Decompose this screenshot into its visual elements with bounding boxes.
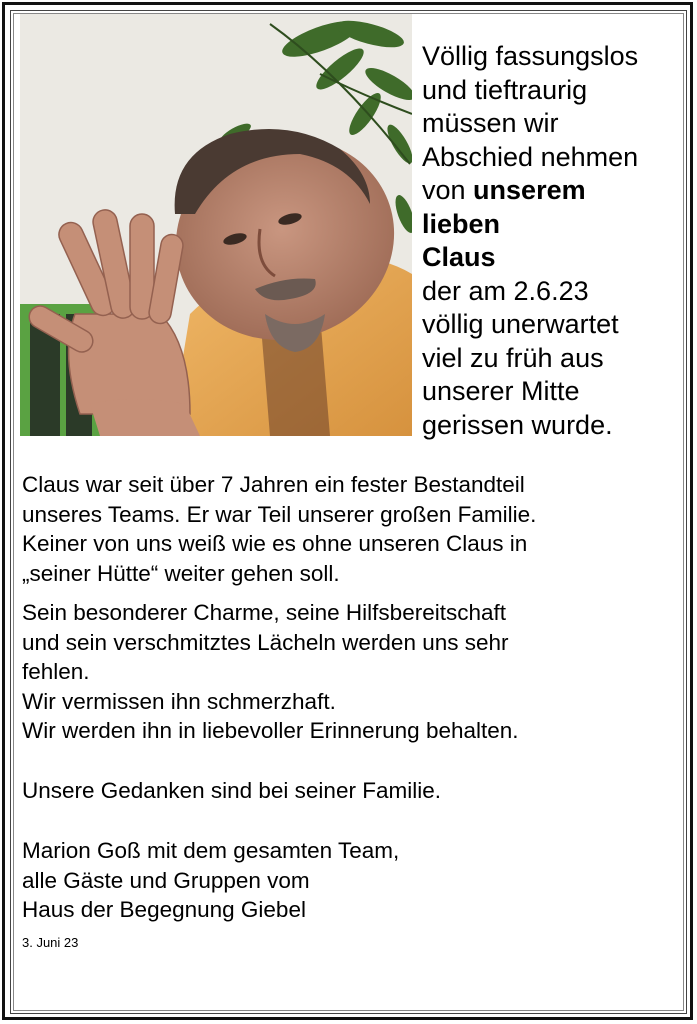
- headline-line-8: der am 2.6.23: [422, 275, 589, 306]
- headline-line-3: müssen wir: [422, 108, 559, 138]
- headline-line-10: viel zu früh aus: [422, 342, 604, 373]
- paragraph-1: [22, 470, 682, 588]
- paragraph-2-line-2: und sein verschmitztes Lächeln werden uns sehr: [22, 629, 509, 655]
- paragraph-1-line-4: „seiner Hütte“ weiter gehen soll.: [22, 560, 340, 586]
- paragraph-1-line-1: Claus war seit über 7 Jahren ein fester Bestandteil: [22, 472, 525, 497]
- paragraph-2-line-5: Wir werden ihn in liebevoller Erinnerung behalten.: [22, 718, 519, 743]
- headline-line-5: [422, 174, 684, 208]
- paragraph-3: [22, 776, 682, 806]
- signature-line-3: Haus der Begegnung Giebel: [22, 897, 306, 922]
- paragraph-3-line-1: Unsere Gedanken sind bei seiner Familie.: [22, 778, 441, 803]
- headline-line-1: Völlig fassungslos: [422, 41, 639, 71]
- headline-line-11: unserer Mitte: [422, 376, 580, 406]
- headline-line-6: lieben: [422, 208, 501, 239]
- headline-line-2: und tieftraurig: [422, 74, 588, 105]
- paragraph-2-line-4: Wir vermissen ihn schmerzhaft.: [22, 688, 336, 714]
- paragraph-1-line-3: Keiner von uns weiß wie es ohne unseren Claus in: [22, 531, 528, 556]
- headline-line-4: Abschied nehmen: [422, 141, 639, 172]
- paragraph-2-line-1: Sein besonderer Charme, seine Hilfsbereitschaft: [22, 600, 506, 625]
- signature-line-1: Marion Goß mit dem gesamten Team,: [22, 838, 400, 863]
- headline-text: [422, 40, 684, 442]
- paragraph-1-line-2: unseres Teams. Er war Teil unserer großen Familie.: [22, 501, 537, 527]
- signature-line-2: alle Gäste und Gruppen vom: [22, 867, 310, 893]
- headline-line-5-bold: unserem: [473, 175, 586, 205]
- headline-line-9: völlig unerwartet: [422, 309, 619, 339]
- signature: [22, 836, 682, 925]
- date-text: 3. Juni 23: [22, 935, 79, 950]
- paragraph-2: [22, 598, 682, 746]
- paragraph-2-line-3: fehlen.: [22, 659, 90, 684]
- headline-line-12: gerissen wurde.: [422, 409, 613, 440]
- headline-line-5-prefix: von: [422, 175, 474, 205]
- headline-deceased-name: Claus: [422, 242, 496, 272]
- memorial-photo: [20, 14, 412, 436]
